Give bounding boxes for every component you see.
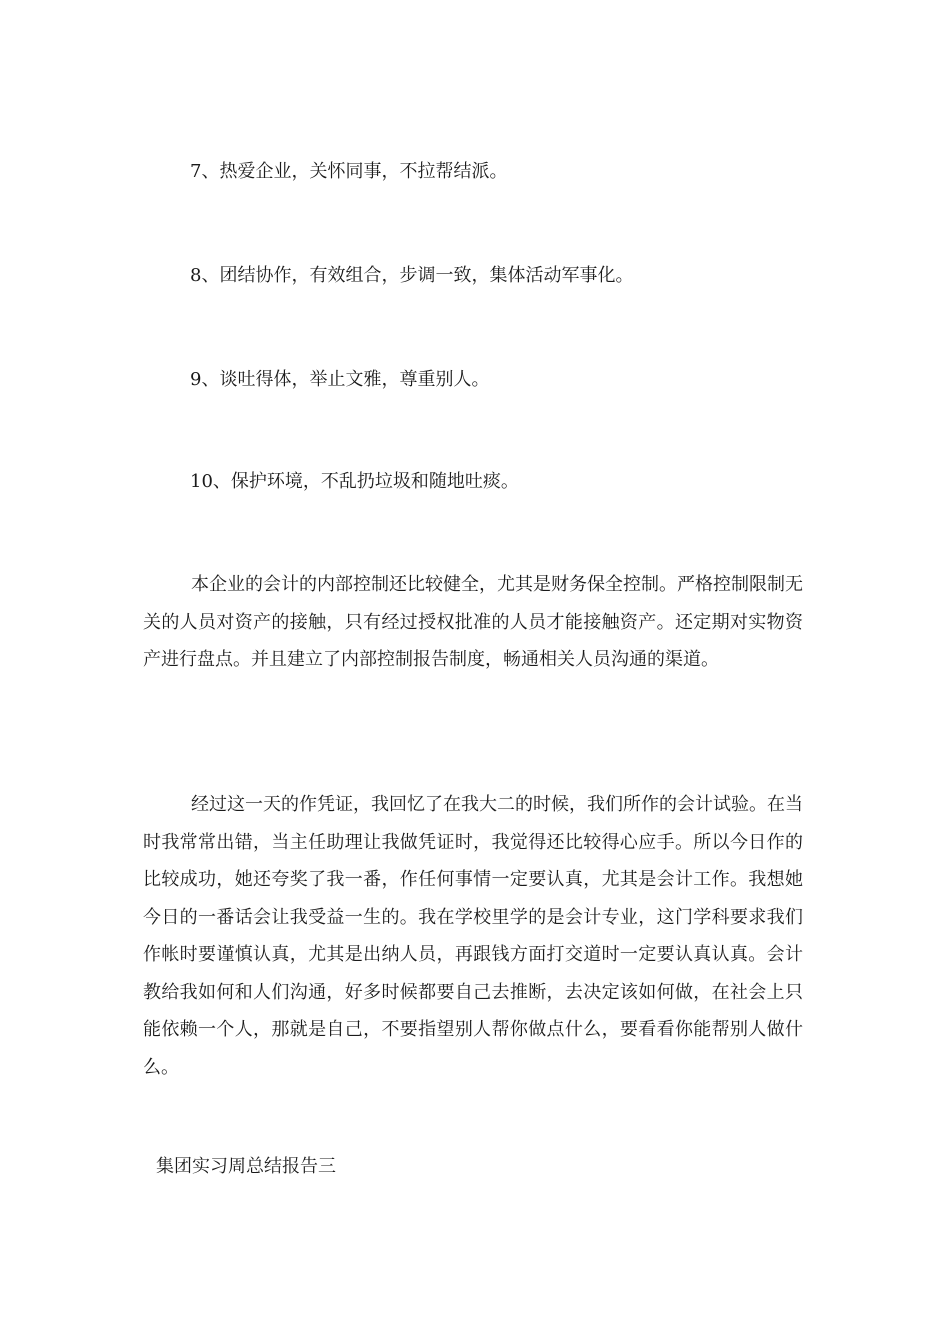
section-heading: 集团实习周总结报告三 <box>156 1156 336 1177</box>
paragraph-voucher-experience: 经过这一天的作凭证，我回忆了在我大二的时候，我们所作的会计试验。在当时我常常出错，当主任助理让我做凭证时，我觉得还比较得心应手。所以今日作的比较成功，她还夸奖了我一番，作任何事情一定要认真，尤其是会计工作。我想她今日的一番话会让我受益一生的。我在学校里学的是会计专业，这门学科要求我们作帐时要谨慎认真，尤其是出纳人员，再跟钱方面打交道时一定要认真认真。会计教给我如何和人们沟通，好多时候都要自己去推断，去决定该如何做，在社会上只能依赖一个人，那就是自己，不要指望别人帮你做点什么，要看看你能帮别人做什么。 <box>143 794 803 1078</box>
list-item-8: 8、团结协作，有效组合，步调一致，集体活动军事化。 <box>190 265 634 286</box>
paragraph-internal-control: 本企业的会计的内部控制还比较健全，尤其是财务保全控制。严格控制限制无关的人员对资产的接触，只有经过授权批准的人员才能接触资产。还定期对实物资产进行盘点。并且建立了内部控制报告制度，畅通相关人员沟通的渠道。 <box>143 574 803 670</box>
list-item-10: 10、保护环境，不乱扔垃圾和随地吐痰。 <box>190 471 519 492</box>
list-item-9: 9、谈吐得体，举止文雅，尊重别人。 <box>190 369 490 390</box>
list-item-7: 7、热爱企业，关怀同事，不拉帮结派。 <box>190 161 508 182</box>
